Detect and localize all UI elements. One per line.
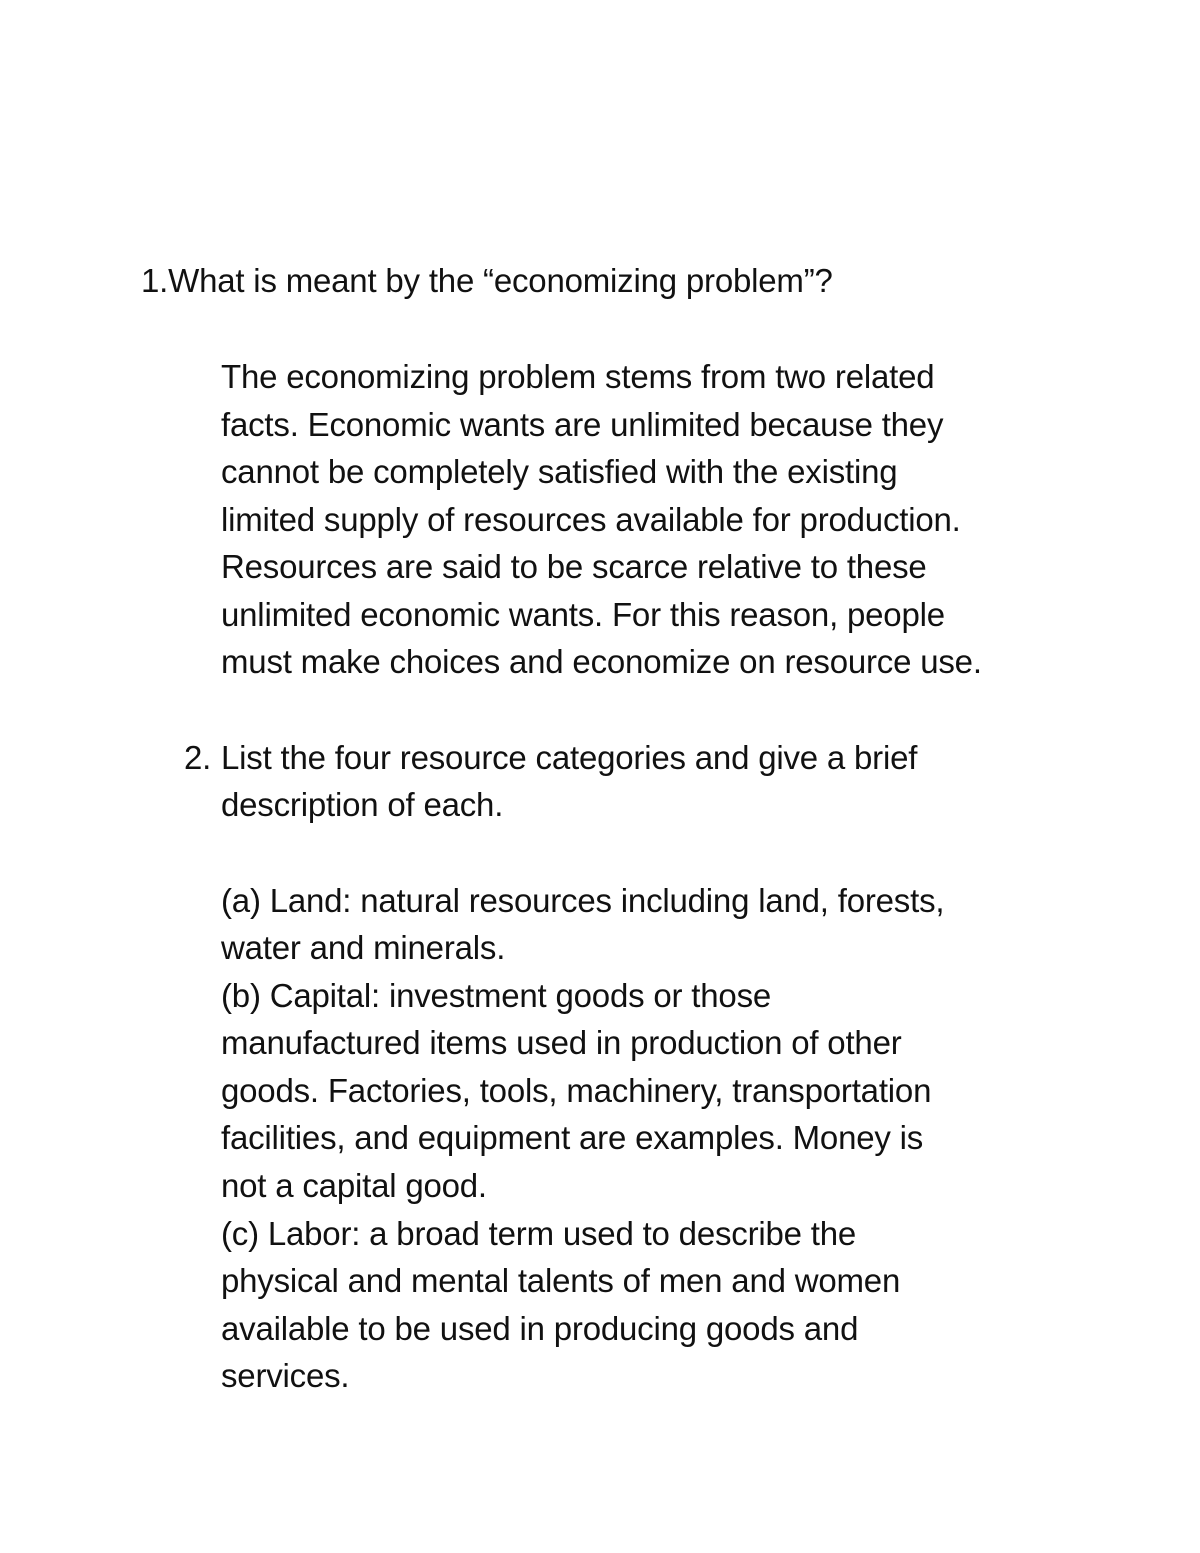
- question-2-number: 2.: [184, 739, 212, 776]
- question-1-answer-line: The economizing problem stems from two related: [221, 358, 935, 395]
- question-2-answer-line: facilities, and equipment are examples. Money is: [221, 1119, 924, 1156]
- question-2-prompt-line: description of each.: [221, 786, 504, 823]
- question-1-answer-line: unlimited economic wants. For this reason, people: [221, 596, 945, 633]
- question-2-answer-line: goods. Factories, tools, machinery, transportation: [221, 1072, 932, 1109]
- question-1-answer-line: must make choices and economize on resource use.: [221, 643, 982, 680]
- question-1-answer-line: limited supply of resources available for production.: [221, 501, 961, 538]
- question-2-answer-line: physical and mental talents of men and women: [221, 1262, 901, 1299]
- question-2-answer-line: services.: [221, 1357, 350, 1394]
- question-1-answer-line: cannot be completely satisfied with the existing: [221, 453, 898, 490]
- question-2-answer-line: available to be used in producing goods and: [221, 1310, 859, 1347]
- question-1-answer-line: Resources are said to be scarce relative to these: [221, 548, 927, 585]
- question-2-answer-line: (c) Labor: a broad term used to describe the: [221, 1215, 857, 1252]
- question-2-answer-line: not a capital good.: [221, 1167, 487, 1204]
- question-2-prompt-line: List the four resource categories and give a brief: [221, 739, 918, 776]
- question-1-prompt: 1.What is meant by the “economizing problem”?: [141, 262, 833, 299]
- question-1-answer-line: facts. Economic wants are unlimited because they: [221, 406, 944, 443]
- question-2-answer-line: (b) Capital: investment goods or those: [221, 977, 772, 1014]
- question-2-answer-line: manufactured items used in production of other: [221, 1024, 902, 1061]
- question-2-answer-line: (a) Land: natural resources including land, forests,: [221, 882, 945, 919]
- question-2-answer-line: water and minerals.: [221, 929, 506, 966]
